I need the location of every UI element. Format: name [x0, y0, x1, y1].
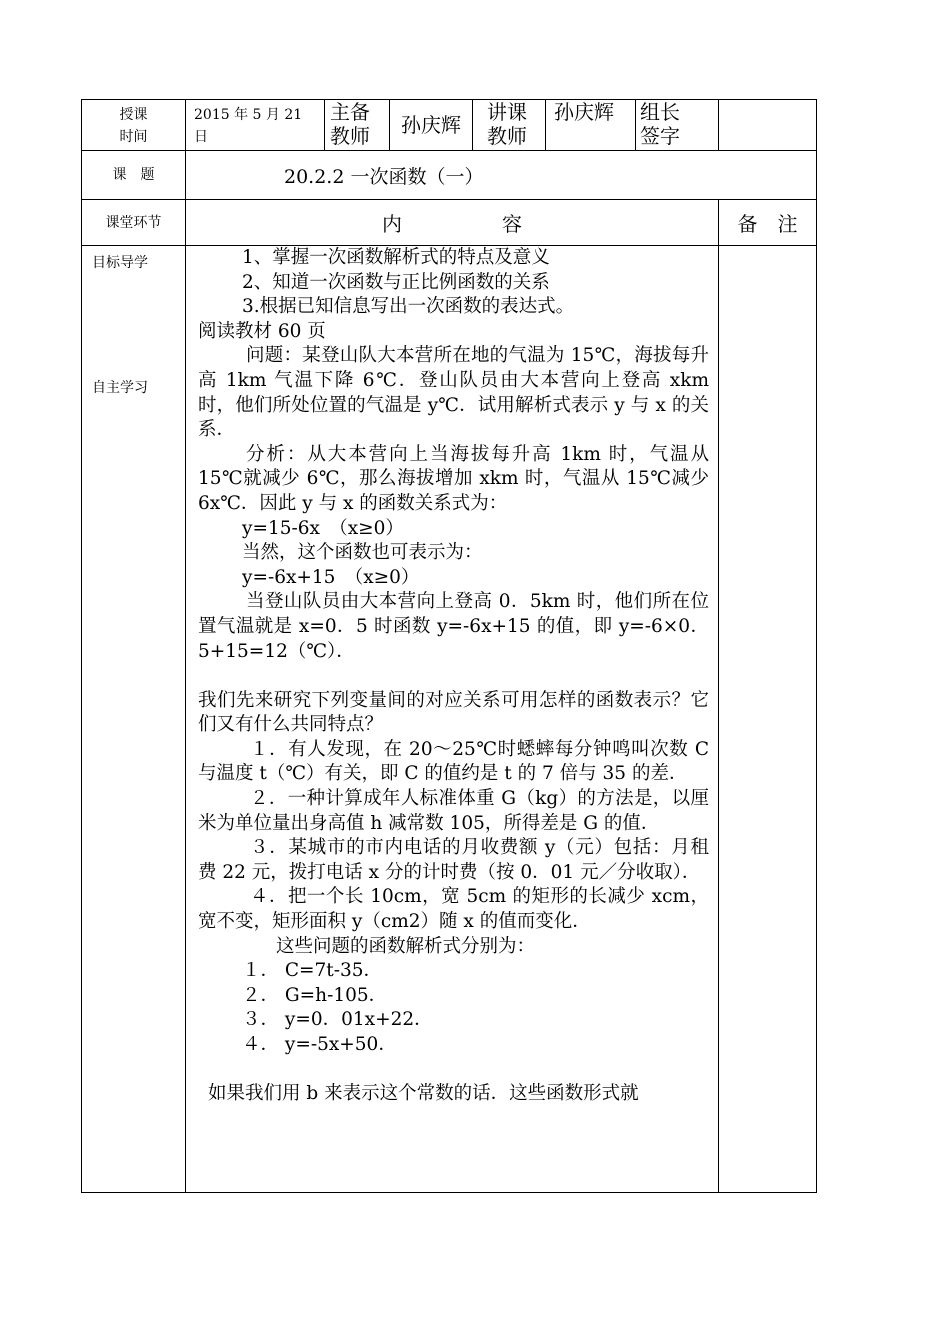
- leader-label-cell: [636, 100, 719, 151]
- lecture-teacher-label-cell: [473, 100, 546, 151]
- stage-self-study: 自主学习: [92, 380, 148, 396]
- notes-header: 备 注: [737, 212, 798, 236]
- leader-label-line2: 签字: [640, 124, 680, 148]
- leader-signature-cell[interactable]: [719, 100, 817, 151]
- problem-item: ４．把一个长 10cm，宽 5cm 的矩形的长减少 xcm，宽不变，矩形面积 y（cm2）随 x 的值而变化．: [198, 886, 709, 933]
- problem-item: ３．某城市的市内电话的月收费额 y（元）包括：月租费 22 元，拨打电话 x 分的计时费（按 0．01 元／分收取）．: [198, 837, 709, 883]
- date-line1: 2015 年 5 月 21: [194, 107, 303, 123]
- lecture-label-line2: 教师: [487, 124, 527, 148]
- content-header: 内 容: [382, 212, 522, 236]
- content-body: [186, 246, 718, 1192]
- topic-label: 课 题: [112, 167, 155, 183]
- content-header-cell: [186, 200, 719, 246]
- stage-goal: 目标导学: [92, 255, 148, 271]
- topic-row: [82, 151, 817, 200]
- topic-value: 20.2.2 一次函数（一）: [284, 165, 484, 188]
- answers-intro: 这些问题的函数解析式分别为：: [276, 935, 536, 957]
- stage-column: [82, 246, 186, 1193]
- time-label-line2: 时间: [119, 129, 148, 145]
- stage-header: 课堂环节: [105, 214, 162, 231]
- topic-label-cell: [82, 151, 186, 200]
- lecture-teacher-cell: [546, 100, 636, 151]
- problem-item: ２．一种计算成年人标准体重 G（kg）的方法是，以厘米为单位量出身高值 h 减常数 105，所得差是 G 的值．: [198, 788, 709, 834]
- answer-item: １． C=7t-35．: [242, 960, 383, 982]
- notes-column[interactable]: [719, 246, 817, 1193]
- time-label-cell: [82, 100, 186, 151]
- question-paragraph: 问题：某登山队大本营所在地的气温为 15℃，海拔每升高 1km 气温下降 6℃．登山队员由大本营向上登高 xkm 时，他们所处位置的气温是 y℃．试用解析式表示 y 与 x 的关系．: [198, 345, 709, 441]
- formula-1: y=15-6x （x≥0）: [242, 517, 404, 539]
- lead-label-line2: 教师: [330, 124, 370, 148]
- goal-item: 1、掌握一次函数解析式的特点及意义: [242, 247, 550, 268]
- spacer: [198, 1058, 709, 1083]
- lead-label-line1: 主备: [330, 100, 370, 124]
- section-header-row: [82, 200, 817, 246]
- also-line: 当然，这个函数也可表示为：: [242, 542, 483, 564]
- lead-teacher-cell: [390, 100, 473, 151]
- content-column: [186, 246, 719, 1193]
- header-row: [82, 100, 817, 151]
- example-paragraph: 当登山队员由大本营向上登高 0．5km 时，他们所在位置气温就是 x=0．5 时函数 y=-6x+15 的值，即 y=-6×0．5+15=12（℃）．: [198, 591, 709, 662]
- reading-assignment: 阅读教材 60 页: [198, 320, 326, 342]
- stage-header-cell: [82, 200, 186, 246]
- spacer: [198, 664, 709, 689]
- problem-item: １．有人发现，在 20～25℃时蟋蟀每分钟鸣叫次数 C 与温度 t（℃）有关，即 C 的值约是 t 的 7 倍与 35 的差．: [198, 738, 709, 785]
- formula-2: y=-6x+15 （x≥0）: [242, 566, 420, 588]
- content-row: [82, 246, 817, 1193]
- notes-header-cell: [719, 200, 817, 246]
- closing-line: 如果我们用 b 来表示这个常数的话．这些函数形式就: [208, 1083, 639, 1105]
- goal-item: 2、知道一次函数与正比例函数的关系: [242, 271, 550, 293]
- lecture-teacher-name: 孙庆辉: [554, 100, 614, 124]
- lead-teacher-label-cell: [325, 100, 390, 151]
- leader-label-line1: 组长: [640, 100, 680, 124]
- date-cell: [186, 100, 325, 151]
- lesson-plan-page: [81, 99, 816, 1193]
- lecture-label-line1: 讲课: [487, 100, 527, 124]
- answer-item: ４． y=-5x+50．: [242, 1034, 397, 1055]
- lesson-plan-table: [81, 99, 817, 1193]
- lead-teacher-name: 孙庆辉: [401, 113, 461, 137]
- goal-item: 3.根据已知信息写出一次函数的表达式。: [242, 296, 575, 318]
- topic-value-cell: [186, 151, 817, 200]
- date-line2: 日: [194, 129, 208, 145]
- answer-item: ３． y=0．01x+22．: [242, 1009, 433, 1031]
- analysis-paragraph: 分析：从大本营向上当海拔每升高 1km 时，气温从 15℃就减少 6℃，那么海拔增加 xkm 时，气温从 15℃减少 6x℃．因此 y 与 x 的函数关系式为：: [198, 443, 709, 514]
- time-label-line1: 授课: [119, 107, 148, 123]
- intro-paragraph: 我们先来研究下列变量间的对应关系可用怎样的函数表示？它们又有什么共同特点？: [198, 689, 709, 736]
- answer-item: ２． G=h-105．: [242, 984, 388, 1006]
